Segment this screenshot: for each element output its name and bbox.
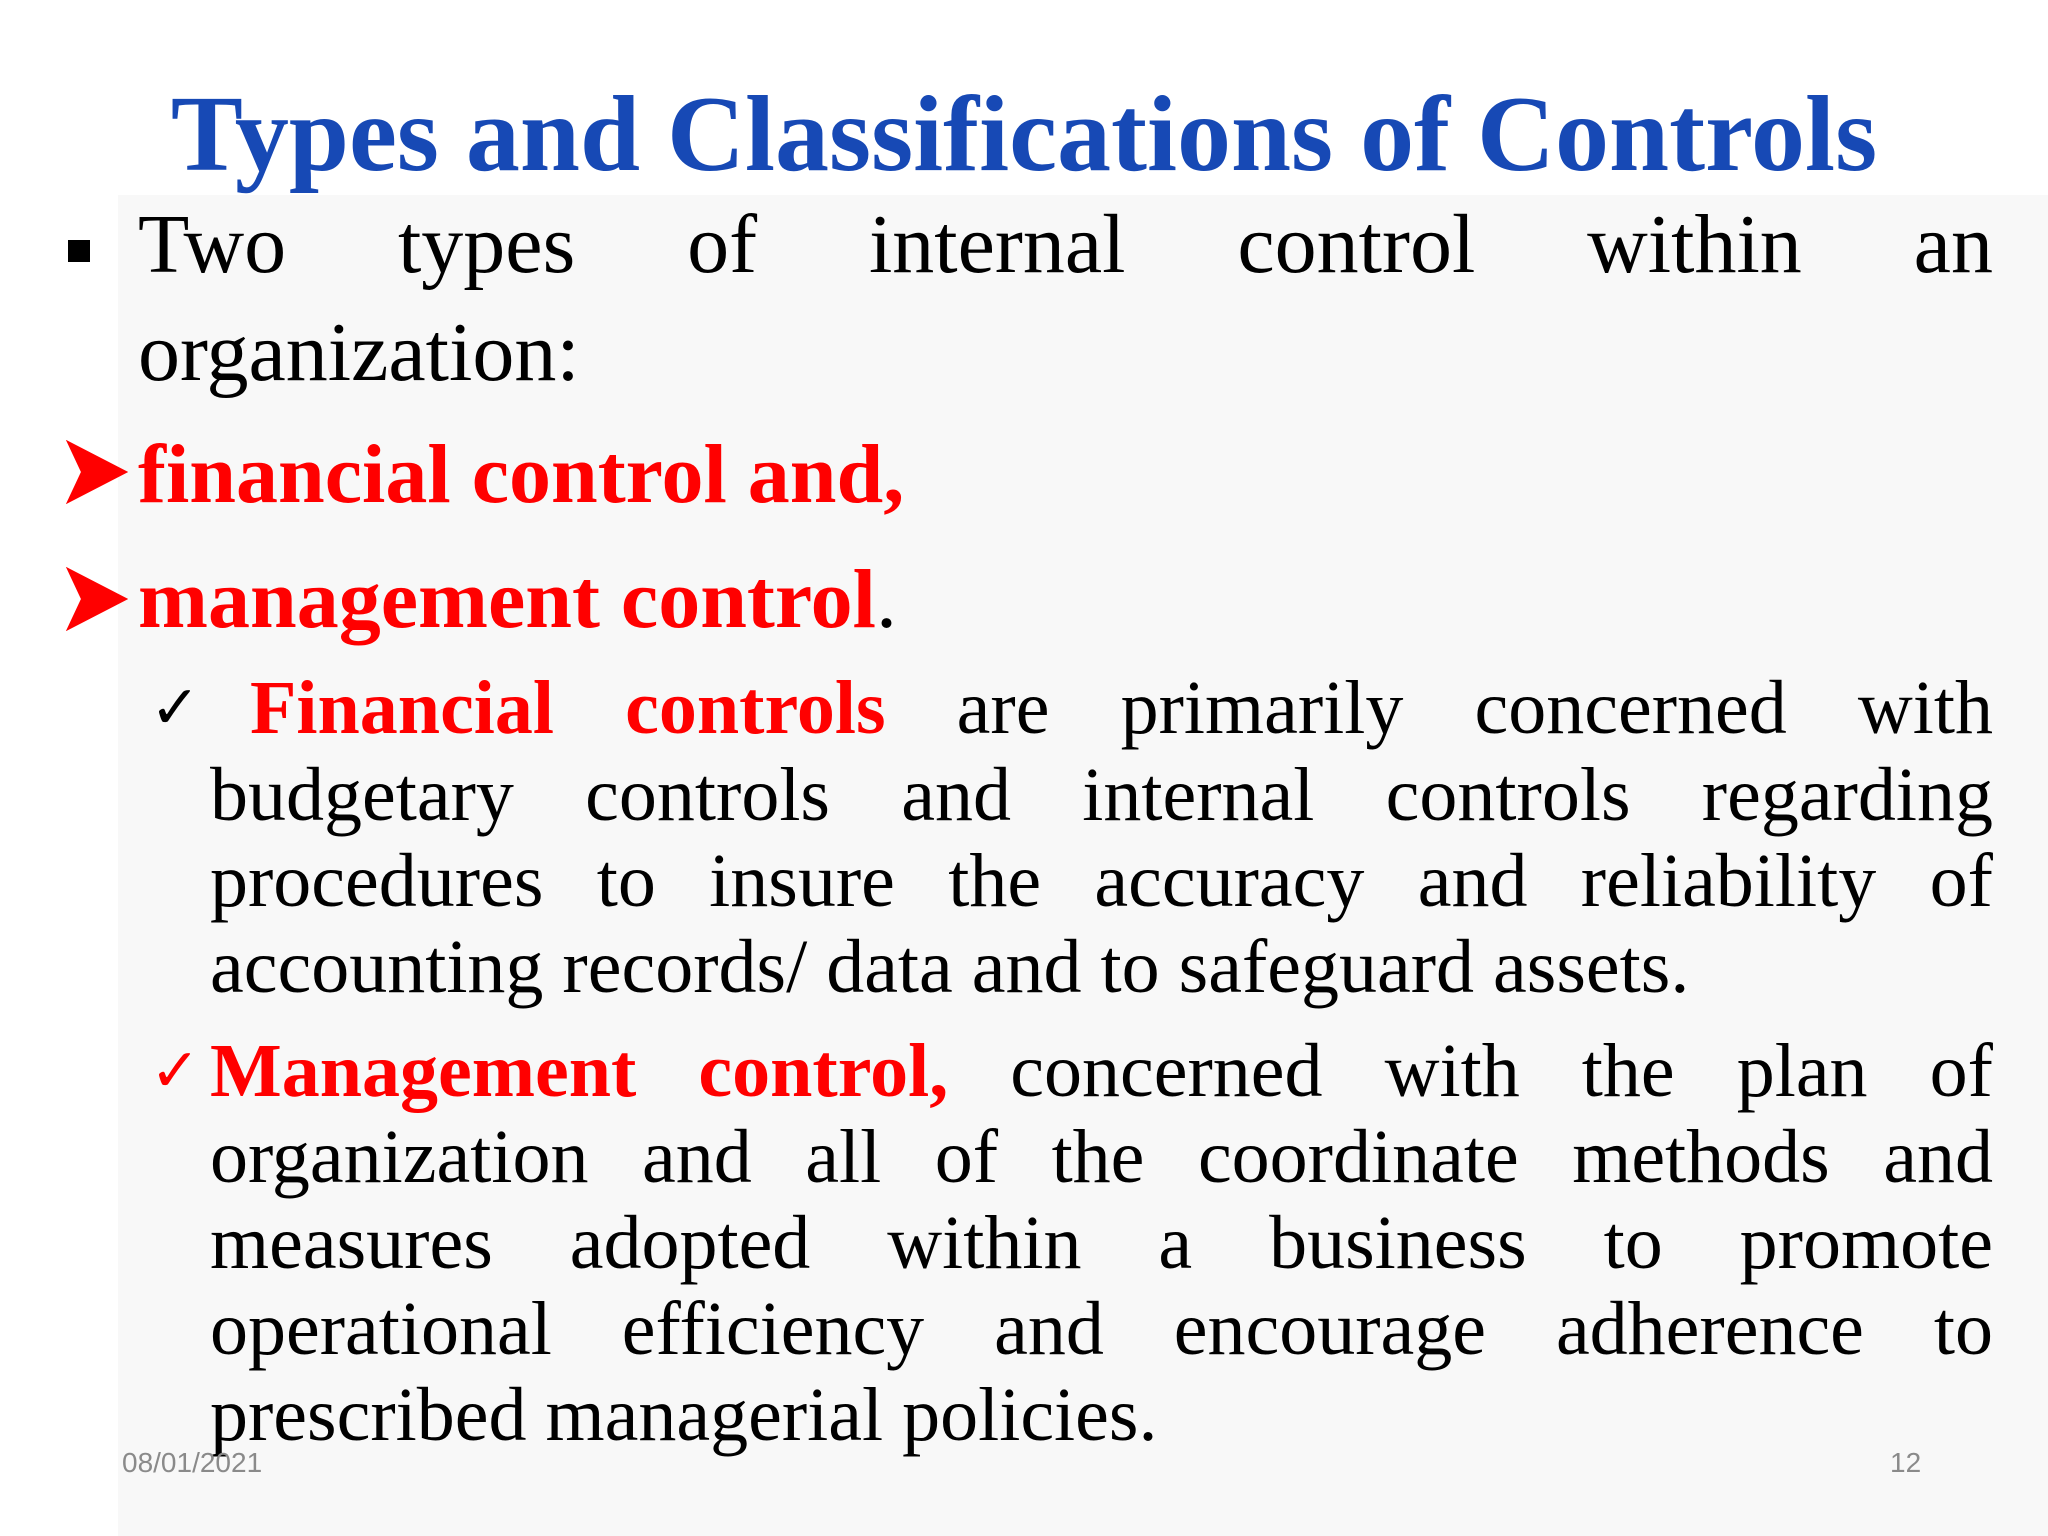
word: insure — [709, 839, 895, 923]
type-label: financial control and, — [138, 428, 905, 521]
square-bullet-icon — [68, 240, 90, 262]
word: business — [1269, 1201, 1527, 1285]
word: to — [1603, 1201, 1663, 1285]
slide-date: 08/01/2021 — [122, 1447, 263, 1478]
word: controls — [625, 666, 886, 750]
financial-line-1 — [250, 665, 1993, 751]
word: an — [1913, 198, 1993, 291]
management-line-5: prescribed managerial policies. — [210, 1373, 1158, 1457]
intro-line-2: organization: — [138, 306, 580, 399]
word: of — [1929, 1029, 1993, 1113]
management-line-4 — [210, 1286, 1993, 1372]
word: concerned — [1474, 666, 1787, 750]
word: of — [934, 1115, 999, 1199]
type-label: management control — [138, 553, 876, 646]
word: budgetary — [210, 753, 514, 837]
word: and — [901, 753, 1012, 837]
word: coordinate — [1197, 1115, 1519, 1199]
financial-line-3 — [210, 838, 1993, 924]
word: encourage — [1173, 1287, 1487, 1371]
word: the — [948, 839, 1042, 923]
type-suffix: . — [876, 553, 897, 646]
word: to — [596, 839, 656, 923]
word: Two — [138, 198, 287, 291]
word: controls — [585, 753, 831, 837]
word: reliability — [1580, 839, 1877, 923]
word: concerned — [1010, 1029, 1323, 1113]
type-management — [138, 550, 897, 650]
word: are — [956, 666, 1050, 750]
word: accuracy — [1094, 839, 1365, 923]
word: operational — [210, 1287, 552, 1371]
arrow-bullet-icon — [66, 567, 128, 631]
word: internal — [868, 198, 1126, 291]
word: Financial — [250, 666, 555, 750]
word: within — [887, 1201, 1082, 1285]
intro-line-1 — [138, 195, 1993, 295]
word: of — [1929, 839, 1993, 923]
word: control, — [698, 1029, 949, 1113]
word: methods — [1572, 1115, 1830, 1199]
slide-number: 12 — [1890, 1447, 1922, 1478]
word: to — [1933, 1287, 1993, 1371]
word: and — [1883, 1115, 1993, 1199]
word: all — [805, 1115, 882, 1199]
financial-line-2 — [210, 752, 1993, 838]
arrow-bullet-icon — [66, 440, 128, 504]
management-line-2 — [210, 1114, 1993, 1200]
word: a — [1158, 1201, 1193, 1285]
word: the — [1581, 1029, 1675, 1113]
word: control — [1237, 198, 1476, 291]
word: and — [994, 1287, 1104, 1371]
word: types — [397, 198, 576, 291]
word: and — [642, 1115, 752, 1199]
word: of — [687, 198, 758, 291]
slide-title: Types and Classifications of Controls — [170, 75, 1878, 194]
word: plan — [1736, 1029, 1868, 1113]
word: with — [1857, 666, 1993, 750]
checkmark-icon: ✓ — [150, 673, 201, 743]
word: with — [1384, 1029, 1520, 1113]
management-line-1 — [210, 1028, 1993, 1114]
word: internal — [1082, 753, 1315, 837]
word: promote — [1739, 1201, 1993, 1285]
word: measures — [210, 1201, 493, 1285]
word: procedures — [210, 839, 544, 923]
financial-line-4: accounting records/ data and to safeguard assets. — [210, 925, 1690, 1009]
word: within — [1587, 198, 1802, 291]
management-line-3 — [210, 1200, 1993, 1286]
word: the — [1051, 1115, 1145, 1199]
word: adopted — [569, 1201, 811, 1285]
word: controls — [1385, 753, 1631, 837]
word: organization — [210, 1115, 589, 1199]
word: adherence — [1555, 1287, 1864, 1371]
word: primarily — [1120, 666, 1404, 750]
word: Management — [210, 1029, 637, 1113]
word: and — [1417, 839, 1528, 923]
word: efficiency — [621, 1287, 925, 1371]
checkmark-icon: ✓ — [150, 1036, 201, 1106]
word: regarding — [1701, 753, 1993, 837]
type-financial — [138, 425, 904, 525]
